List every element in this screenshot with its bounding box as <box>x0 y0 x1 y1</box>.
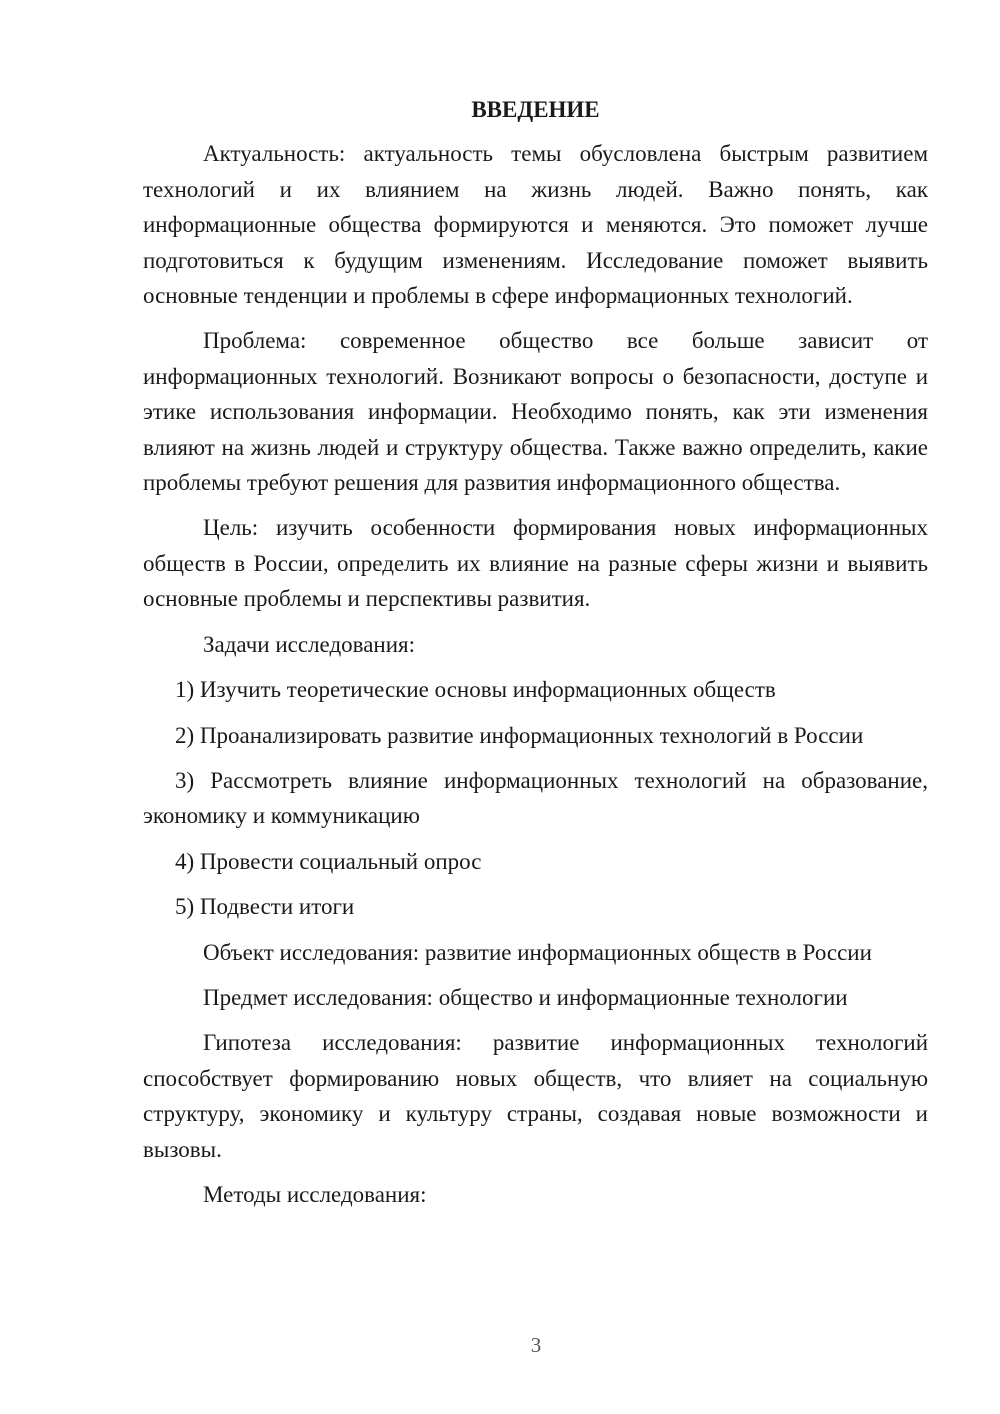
methods-heading: Методы исследования: <box>203 1181 427 1207</box>
list-item: 3) Рассмотреть влияние информационных технологий на образование, экономику и коммуникацию <box>143 767 928 829</box>
paragraph-relevance: Актуальность: актуальность темы обусловлена быстрым развитием технологий и их влиянием на жизнь людей. Важно понять, как информационные общества формируются и меняются. Это поможет лучше подготовиться к будущим изменениям. Исследование поможет выявить основные тенденции и проблемы в сфере информационных технологий. <box>143 141 928 309</box>
tasks-heading: Задачи исследования: <box>203 631 416 657</box>
list-item: 2) Проанализировать развитие информационных технологий в России <box>175 722 864 748</box>
list-item: 1) Изучить теоретические основы информационных обществ <box>175 677 776 703</box>
list-item: 4) Провести социальный опрос <box>175 848 482 874</box>
paragraph-hypothesis: Гипотеза исследования: развитие информационных технологий способствует формированию новых обществ, что влияет на социальную структуру, экономику и культуру страны, создавая новые возможности и вызовы. <box>143 1030 928 1162</box>
tasks-list <box>143 672 928 924</box>
document-title: ВВЕДЕНИЕ <box>471 97 600 122</box>
paragraph-problem: Проблема: современное общество все больше зависит от информационных технологий. Возникают вопросы о безопасности, доступе и этике использования информации. Необходимо понять, как эти изменения влияют на жизнь людей и структуру общества. Также важно определить, какие проблемы требуют решения для развития информационного общества. <box>143 328 928 496</box>
list-item: 5) Подвести итоги <box>175 894 355 920</box>
page-number: 3 <box>530 1333 542 1357</box>
paragraph-subject: Предмет исследования: общество и информационные технологии <box>203 984 848 1010</box>
paragraph-goal: Цель: изучить особенности формирования новых информационных обществ в России, определить их влияние на разные сферы жизни и выявить основные проблемы и перспективы развития. <box>143 515 928 612</box>
document-body <box>143 92 928 1222</box>
paragraph-object: Объект исследования: развитие информационных обществ в России <box>203 939 872 965</box>
